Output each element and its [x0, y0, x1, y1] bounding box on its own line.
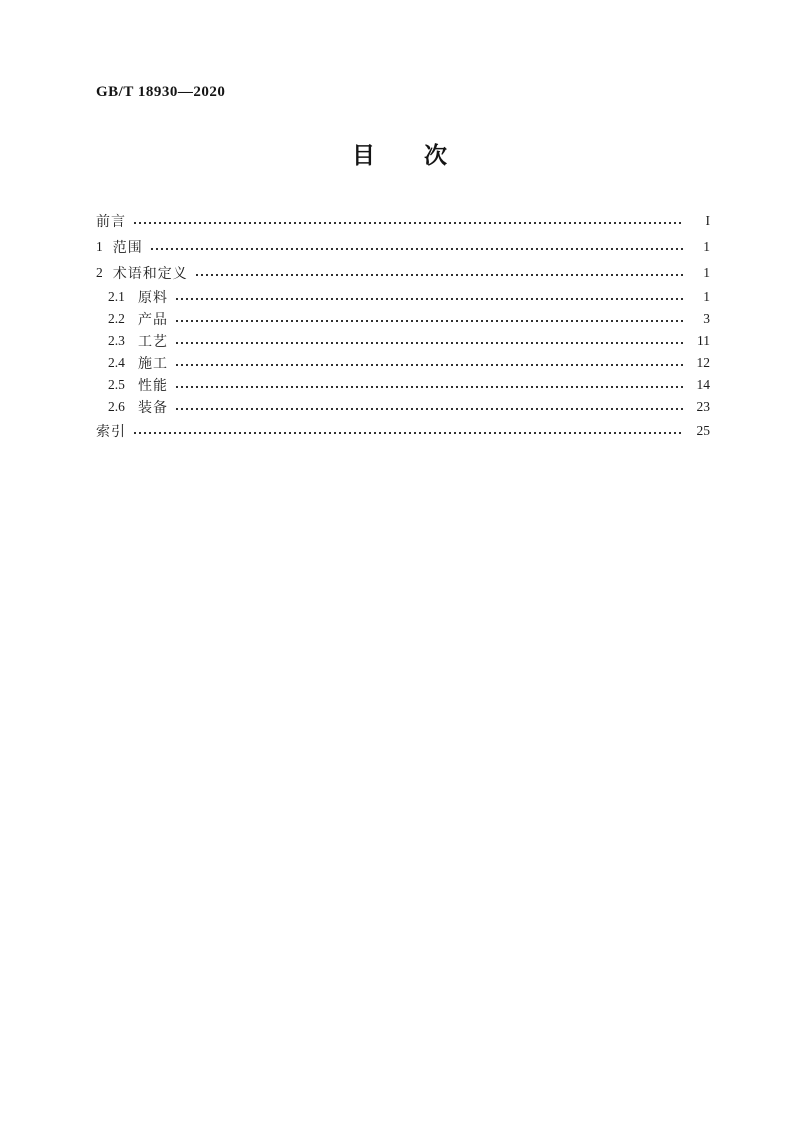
toc-page-number: 1 — [703, 289, 710, 304]
toc-entry — [96, 418, 710, 444]
dot-leader — [196, 274, 684, 276]
toc-page-number: 1 — [703, 265, 710, 280]
toc-entry-label: 工艺 — [138, 335, 168, 350]
toc-page-number: 3 — [703, 311, 710, 326]
standard-number: GB/T 18930—2020 — [96, 84, 226, 100]
dot-leader — [134, 432, 684, 434]
toc-page-number: I — [705, 213, 710, 228]
toc-entry — [96, 330, 710, 352]
table-of-contents — [96, 208, 710, 444]
dot-leader — [134, 222, 684, 224]
toc-entry-label: 原料 — [138, 291, 168, 306]
toc-entry — [96, 352, 710, 374]
dot-leader — [176, 342, 684, 344]
page-title: 目 次 — [352, 143, 448, 168]
dot-leader — [176, 408, 684, 410]
dot-leader — [176, 320, 684, 322]
toc-entry-label: 产品 — [138, 313, 168, 328]
dot-leader — [176, 364, 684, 366]
toc-entry — [96, 234, 710, 260]
toc-entry-number: 2.3 — [108, 333, 125, 348]
toc-entry — [96, 286, 710, 308]
dot-leader — [151, 248, 684, 250]
toc-entry-label: 索引 — [96, 425, 126, 440]
toc-page-number: 14 — [696, 377, 710, 392]
toc-page-number: 23 — [696, 399, 710, 414]
toc-entry — [96, 374, 710, 396]
dot-leader — [176, 386, 684, 388]
toc-entry — [96, 260, 710, 286]
toc-entry-label: 前言 — [96, 215, 126, 230]
toc-entry-number: 2.1 — [108, 289, 125, 304]
toc-page-number: 1 — [703, 239, 710, 254]
toc-entry-number: 2.5 — [108, 377, 125, 392]
toc-entry-label: 性能 — [138, 379, 168, 394]
toc-entry-number: 2 — [96, 265, 103, 280]
dot-leader — [176, 298, 684, 300]
toc-entry-label: 范围 — [112, 241, 143, 256]
toc-entry-label: 术语和定义 — [112, 267, 188, 282]
toc-entry — [96, 396, 710, 418]
toc-page-number: 12 — [696, 355, 710, 370]
toc-entry-label: 装备 — [138, 401, 168, 416]
toc-page-number: 25 — [696, 423, 710, 438]
toc-entry-number: 2.6 — [108, 399, 125, 414]
toc-entry-label: 施工 — [138, 357, 168, 372]
toc-entry-number: 2.2 — [108, 311, 125, 326]
toc-entry-number: 1 — [96, 239, 103, 254]
toc-page-number: 11 — [697, 333, 710, 348]
toc-entry — [96, 208, 710, 234]
toc-entry-number: 2.4 — [108, 355, 125, 370]
toc-entry — [96, 308, 710, 330]
